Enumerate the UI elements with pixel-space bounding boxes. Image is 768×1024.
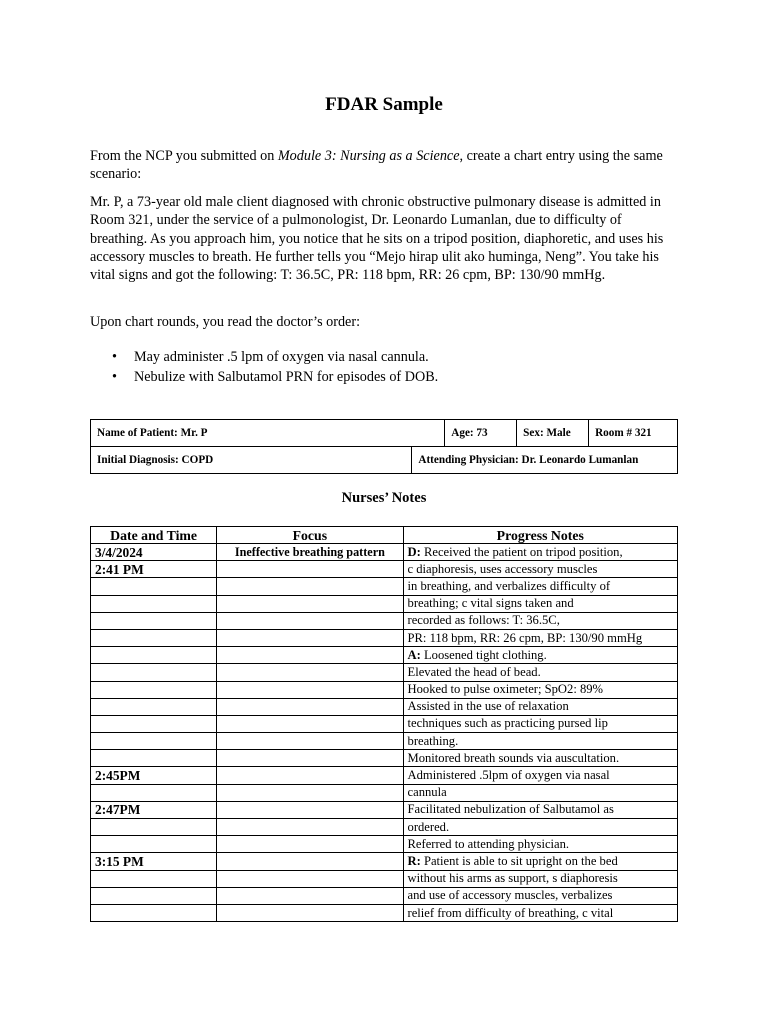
row-focus bbox=[217, 819, 403, 836]
order-item: • May administer .5 lpm of oxygen via nasal cannula. bbox=[112, 348, 672, 368]
row-focus: Ineffective breathing pattern bbox=[217, 544, 403, 561]
row-date-time bbox=[91, 870, 217, 887]
table-row bbox=[91, 750, 678, 767]
patient-info-table bbox=[90, 419, 678, 474]
table-row bbox=[91, 612, 678, 629]
note-text: Loosened tight clothing. bbox=[420, 647, 547, 662]
table-row bbox=[91, 595, 678, 612]
row-focus bbox=[217, 629, 403, 646]
table-row bbox=[91, 870, 678, 887]
intro-paragraph bbox=[90, 147, 680, 184]
notes-header-row bbox=[91, 527, 678, 544]
row-progress-note bbox=[403, 544, 677, 561]
notes-title: Nurses’ Notes bbox=[341, 490, 427, 506]
row-progress-note bbox=[403, 887, 677, 904]
table-row bbox=[91, 819, 678, 836]
table-row bbox=[91, 629, 678, 646]
row-progress-note bbox=[403, 733, 677, 750]
scenario-paragraph: Mr. P, a 73-year old male client diagnosed with chronic obstructive pulmonary disease is admitted in Room 321, under the service of a pulmonologist, Dr. Leonardo Lumanlan, due to difficulty of breathing. As you approach him, you notice that he sits on a tripod position, diaphoretic, and uses his accessory muscles to breath. He further tells you “Mejo hirap ulit ako huminga, Neng”. You take his vital signs and got the following: T: 36.5C, PR: 118 bpm, RR: 26 cpm, BP: 130/90 mmHg. bbox=[90, 194, 664, 284]
header-date-time: Date and Time bbox=[91, 527, 217, 544]
row-focus bbox=[217, 681, 403, 698]
patient-info-row bbox=[91, 420, 678, 447]
row-progress-note bbox=[403, 801, 677, 818]
row-focus bbox=[217, 784, 403, 801]
patient-name-cell: Name of Patient: Mr. P bbox=[91, 420, 445, 447]
row-date-time bbox=[91, 681, 217, 698]
order-item: • Nebulize with Salbutamol PRN for episodes of DOB. bbox=[112, 368, 672, 388]
row-focus bbox=[217, 715, 403, 732]
row-progress-note bbox=[403, 698, 677, 715]
row-focus bbox=[217, 750, 403, 767]
row-progress-note bbox=[403, 664, 677, 681]
intro-text-end: , create a chart entry using the same scenario: bbox=[90, 148, 663, 183]
row-focus bbox=[217, 698, 403, 715]
row-focus bbox=[217, 887, 403, 904]
row-progress-note bbox=[403, 715, 677, 732]
table-row bbox=[91, 647, 678, 664]
row-focus bbox=[217, 767, 403, 784]
diagnosis-cell: Initial Diagnosis: COPD bbox=[91, 447, 412, 474]
table-row bbox=[91, 887, 678, 904]
row-progress-note bbox=[403, 647, 677, 664]
row-focus bbox=[217, 733, 403, 750]
row-focus bbox=[217, 595, 403, 612]
row-progress-note bbox=[403, 767, 677, 784]
note-text: in breathing, and verbalizes difficulty of bbox=[407, 578, 611, 593]
row-focus bbox=[217, 561, 403, 578]
row-progress-note bbox=[403, 853, 677, 870]
note-text: breathing. bbox=[407, 733, 459, 748]
table-row bbox=[91, 578, 678, 595]
notes-body bbox=[91, 544, 678, 922]
row-progress-note bbox=[403, 750, 677, 767]
fdar-label: D: bbox=[407, 544, 421, 559]
row-date-time: 3:15 PM bbox=[91, 853, 217, 870]
module-reference: Module 3: Nursing as a Science bbox=[277, 148, 460, 164]
patient-sex-cell: Sex: Male bbox=[517, 420, 589, 447]
patient-room-cell: Room # 321 bbox=[589, 420, 678, 447]
note-text: cannula bbox=[407, 785, 447, 800]
row-date-time bbox=[91, 698, 217, 715]
patient-age-cell: Age: 73 bbox=[445, 420, 517, 447]
row-date-time: 2:47PM bbox=[91, 801, 217, 818]
row-progress-note bbox=[403, 819, 677, 836]
note-text: Hooked to pulse oximeter; SpO2: 89% bbox=[407, 682, 604, 697]
row-date-time bbox=[91, 664, 217, 681]
row-date-time: 2:41 PM bbox=[91, 561, 217, 578]
row-progress-note bbox=[403, 904, 677, 921]
table-row bbox=[91, 801, 678, 818]
note-text: Received the patient on tripod position, bbox=[420, 544, 623, 559]
row-progress-note bbox=[403, 612, 677, 629]
note-text: PR: 118 bpm, RR: 26 cpm, BP: 130/90 mmHg bbox=[407, 630, 643, 645]
note-text: without his arms as support, s diaphoresis bbox=[407, 871, 618, 886]
row-date-time bbox=[91, 836, 217, 853]
note-text: Administered .5lpm of oxygen via nasal bbox=[407, 768, 610, 783]
row-date-time bbox=[91, 784, 217, 801]
note-text: Referred to attending physician. bbox=[407, 836, 570, 851]
table-row bbox=[91, 836, 678, 853]
row-date-time bbox=[91, 733, 217, 750]
note-text: Monitored breath sounds via auscultation. bbox=[407, 750, 620, 765]
note-text: ordered. bbox=[407, 819, 450, 834]
row-date-time: 2:45PM bbox=[91, 767, 217, 784]
row-focus bbox=[217, 647, 403, 664]
row-focus bbox=[217, 612, 403, 629]
nurses-notes-table bbox=[90, 526, 678, 922]
row-date-time bbox=[91, 595, 217, 612]
note-text: relief from difficulty of breathing, c vital bbox=[407, 905, 614, 920]
note-text: breathing; c vital signs taken and bbox=[407, 596, 574, 611]
row-date-time bbox=[91, 750, 217, 767]
note-text: Facilitated nebulization of Salbutamol as bbox=[407, 802, 614, 817]
note-text: c diaphoresis, uses accessory muscles bbox=[407, 561, 598, 576]
intro-text-start: From the NCP you submitted on bbox=[90, 148, 278, 164]
fdar-label: A: bbox=[407, 647, 421, 662]
row-date-time bbox=[91, 629, 217, 646]
table-row bbox=[91, 784, 678, 801]
row-date-time bbox=[91, 819, 217, 836]
row-progress-note bbox=[403, 836, 677, 853]
row-date-time bbox=[91, 715, 217, 732]
fdar-label: R: bbox=[407, 853, 421, 868]
row-focus bbox=[217, 836, 403, 853]
note-text: and use of accessory muscles, verbalizes bbox=[407, 888, 613, 903]
orders-intro: Upon chart rounds, you read the doctor’s order: bbox=[90, 314, 361, 330]
row-focus bbox=[217, 853, 403, 870]
physician-cell: Attending Physician: Dr. Leonardo Lumanlan bbox=[412, 447, 678, 474]
row-focus bbox=[217, 801, 403, 818]
table-row bbox=[91, 767, 678, 784]
row-date-time bbox=[91, 904, 217, 921]
doctor-orders-list bbox=[112, 348, 672, 387]
table-row bbox=[91, 544, 678, 561]
table-row bbox=[91, 681, 678, 698]
row-progress-note bbox=[403, 681, 677, 698]
header-progress-notes: Progress Notes bbox=[403, 527, 677, 544]
row-progress-note bbox=[403, 629, 677, 646]
note-text: recorded as follows: T: 36.5C, bbox=[407, 613, 560, 628]
row-focus bbox=[217, 664, 403, 681]
row-progress-note bbox=[403, 870, 677, 887]
row-focus bbox=[217, 870, 403, 887]
row-focus bbox=[217, 578, 403, 595]
row-progress-note bbox=[403, 595, 677, 612]
row-date-time bbox=[91, 578, 217, 595]
row-date-time bbox=[91, 612, 217, 629]
table-row bbox=[91, 561, 678, 578]
row-date-time bbox=[91, 887, 217, 904]
table-row bbox=[91, 698, 678, 715]
row-progress-note bbox=[403, 561, 677, 578]
patient-info-row bbox=[91, 447, 678, 474]
row-focus bbox=[217, 904, 403, 921]
row-date-time: 3/4/2024 bbox=[91, 544, 217, 561]
row-date-time bbox=[91, 647, 217, 664]
row-progress-note bbox=[403, 578, 677, 595]
row-progress-note bbox=[403, 784, 677, 801]
table-row bbox=[91, 715, 678, 732]
note-text: Assisted in the use of relaxation bbox=[407, 699, 569, 714]
table-row bbox=[91, 664, 678, 681]
note-text: Elevated the head of bead. bbox=[407, 664, 541, 679]
header-focus: Focus bbox=[217, 527, 403, 544]
table-row bbox=[91, 904, 678, 921]
note-text: Patient is able to sit upright on the bed bbox=[420, 853, 618, 868]
note-text: techniques such as practicing pursed lip bbox=[407, 716, 608, 731]
table-row bbox=[91, 733, 678, 750]
table-row bbox=[91, 853, 678, 870]
page-title: FDAR Sample bbox=[325, 94, 443, 115]
